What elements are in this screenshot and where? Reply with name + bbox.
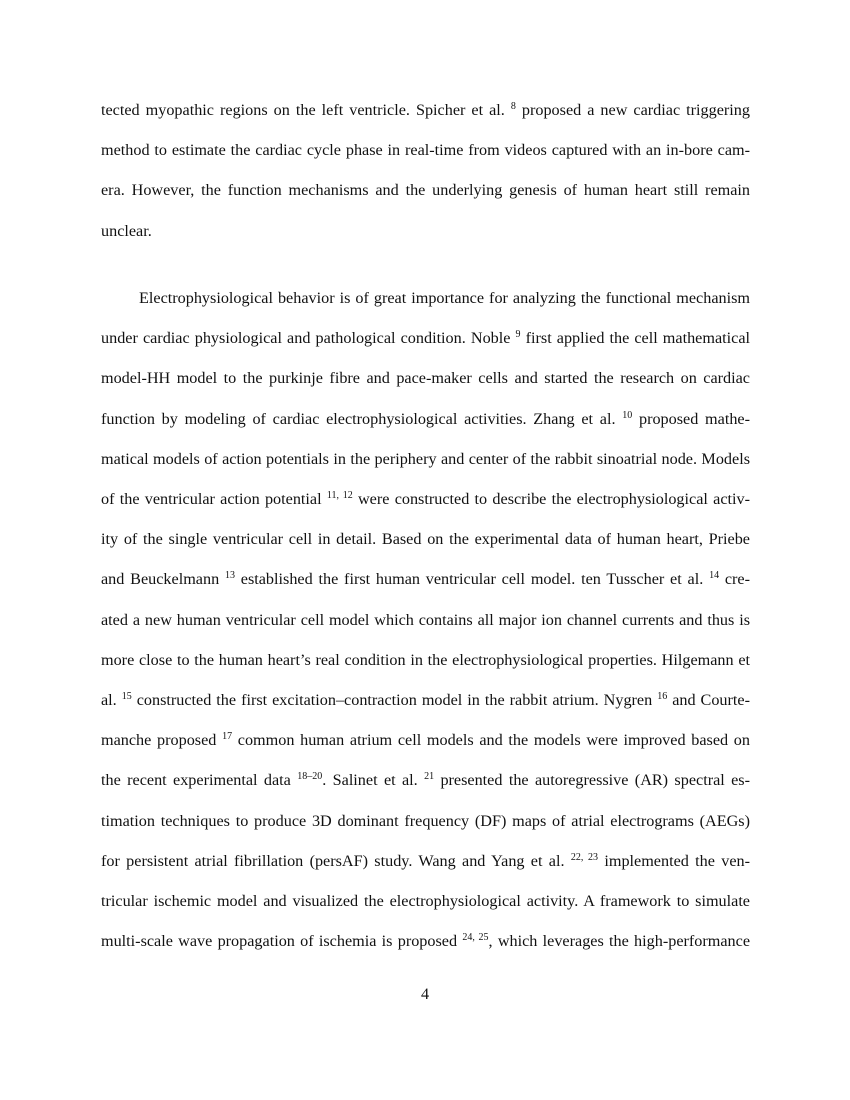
text-segment: unclear. (101, 221, 152, 240)
citation-superscript: 24, 25 (462, 932, 489, 944)
citation-superscript: 9 (515, 329, 521, 341)
text-segment: proposed mathe- (632, 409, 750, 428)
text-segment: and Courte- (667, 691, 750, 709)
text-segment: implemented the ven- (598, 851, 750, 870)
text-segment: under cardiac physiological and pathological condition. Noble (101, 329, 516, 348)
text-segment: constructed the first excitation–contraction model in the rabbit atrium. Nygren (131, 691, 658, 709)
citation-superscript: 10 (622, 409, 633, 421)
text-segment: era. However, the function mechanisms and the underlying genesis of human heart still remain (101, 181, 750, 200)
text-segment: tected myopathic regions on the left ventricle. Spicher et al. (101, 101, 511, 119)
citation-superscript: 18–20 (297, 771, 323, 783)
text-segment: ity of the single ventricular cell in detail. Based on the experimental data of human heart, Priebe (101, 530, 750, 549)
text-segment: matical models of action potentials in the periphery and center of the rabbit sinoatrial node. Models (101, 449, 750, 468)
text-segment: method to estimate the cardiac cycle phase in real-time from videos captured with an in-bore cam- (101, 141, 750, 160)
citation-superscript: 11, 12 (326, 490, 353, 501)
citation-superscript: 17 (222, 731, 233, 743)
text-line (101, 891, 750, 911)
text-line (139, 288, 750, 308)
text-segment: of the ventricular action potential (101, 490, 327, 508)
text-segment: first applied the cell mathematical (520, 329, 750, 348)
text-segment: common human atrium cell models and the models were improved based on (232, 731, 750, 750)
text-segment: more close to the human heart’s real condition in the electrophysiological properties. Hilgemann et (101, 650, 750, 669)
text-segment: multi-scale wave propagation of ischemia is proposed (101, 932, 463, 951)
citation-superscript: 21 (424, 771, 435, 783)
text-line (101, 409, 750, 429)
text-segment: presented the autoregressive (AR) spectral es- (434, 771, 750, 790)
text-line (101, 650, 750, 670)
text-segment: al. (101, 691, 122, 709)
text-line (101, 221, 750, 241)
text-segment: for persistent atrial fibrillation (persAF) study. Wang and Yang et al. (101, 851, 571, 870)
text-segment: Electrophysiological behavior is of great importance for analyzing the functional mechanism (139, 289, 750, 307)
text-segment: function by modeling of cardiac electrophysiological activities. Zhang et al. (101, 409, 623, 428)
text-segment: . Salinet et al. (322, 771, 425, 790)
text-line (101, 529, 750, 549)
text-segment: were constructed to describe the electrophysiological activ- (352, 490, 751, 508)
citation-superscript: 15 (121, 691, 132, 702)
text-line (101, 851, 750, 871)
text-segment: , which leverages the high-performance (488, 932, 751, 951)
text-line (101, 449, 750, 469)
text-line (101, 730, 750, 750)
text-segment: manche proposed (101, 731, 223, 750)
text-segment: cre- (719, 570, 751, 589)
text-line (101, 180, 750, 200)
text-line (101, 328, 750, 348)
text-segment: the recent experimental data (101, 771, 298, 790)
text-segment: tricular ischemic model and visualized the electrophysiological activity. A framework to simulate (101, 892, 750, 910)
text-segment: ated a new human ventricular cell model which contains all major ion channel currents and thus is (101, 610, 750, 629)
text-line (101, 140, 750, 160)
text-segment: proposed a new cardiac triggering (515, 101, 750, 119)
text-segment: established the first human ventricular cell model. ten Tusscher et al. (234, 570, 710, 589)
citation-superscript: 8 (510, 101, 516, 112)
page-number: 4 (420, 985, 430, 1003)
citation-superscript: 22, 23 (570, 851, 599, 863)
text-segment: timation techniques to produce 3D dominant frequency (DF) maps of atrial electrograms (AEGs) (101, 811, 750, 830)
text-line (101, 770, 750, 790)
text-line (101, 931, 750, 951)
citation-superscript: 14 (709, 570, 720, 582)
text-line (101, 690, 750, 710)
text-line (101, 610, 750, 630)
text-line (101, 489, 750, 509)
text-line (101, 100, 750, 120)
text-segment: model-HH model to the purkinje fibre and pace-maker cells and started the research on cardiac (101, 369, 750, 388)
text-line (101, 368, 750, 388)
citation-superscript: 13 (224, 570, 235, 582)
text-segment: and Beuckelmann (101, 570, 225, 589)
text-line (101, 569, 750, 589)
text-line (101, 811, 750, 831)
citation-superscript: 16 (657, 691, 668, 702)
